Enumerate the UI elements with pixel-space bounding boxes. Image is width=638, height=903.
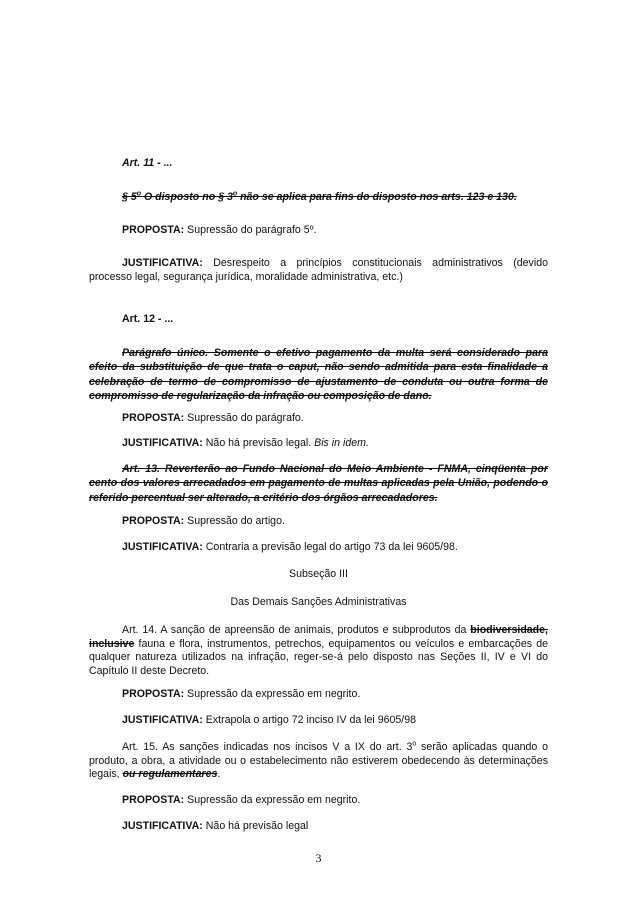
art14-proposta: PROPOSTA: Supressão da expressão em negrito. <box>122 688 361 700</box>
art11-paragraph-5: § 5$^o$ O disposto no § 3$^o$ não se aplica para fins do disposto nos arts. 123 e 130. <box>122 190 517 203</box>
document-page <box>89 0 548 903</box>
subsection-number: Subseção III <box>289 568 348 580</box>
page-number: 3 <box>315 851 322 865</box>
art15-proposta: PROPOSTA: Supressão da expressão em negrito. <box>122 794 361 806</box>
art13-justificativa: JUSTIFICATIVA: Contraria a previsão legal do artigo 73 da lei 9605/98. <box>122 541 458 553</box>
art13-proposta: PROPOSTA: Supressão do artigo. <box>122 515 285 527</box>
art11-proposta: PROPOSTA: Supressão do parágrafo 5º. <box>122 224 317 236</box>
art11-heading: Art. 11 - ... <box>122 157 173 169</box>
art15-justificativa: JUSTIFICATIVA: Não há previsão legal <box>122 820 309 832</box>
art12-paragrafo-unico: Parágrafo único. Somente o efetivo pagamento da multa será considerado para efeito da substituição de que trata o caput, não sendo admitida para esta finalidade a celebração de termo de compromisso de ajustamento de conduta ou outra forma de compromisso de regularização da infração ou composição de dano. <box>89 347 548 403</box>
art14-text: Art. 14. A sanção de apreensão de animais, produtos e subprodutos da biodiversidade, inclusive fauna e flora, instrumentos, petrechos, equipamentos ou veículos e embarcações de qualquer natureza utilizados na infração, reger-se-á pelo disposto nas Seções II, IV e VI do Capítulo II deste Decreto. <box>89 624 548 677</box>
art14-justificativa: JUSTIFICATIVA: Extrapola o artigo 72 inciso IV da lei 9605/98 <box>122 714 417 726</box>
art12-proposta: PROPOSTA: Supressão do parágrafo. <box>122 412 304 424</box>
art12-heading: Art. 12 - ... <box>122 313 174 325</box>
art11-justificativa: JUSTIFICATIVA: Desrespeito a princípios constitucionais administrativos (devido processo legal, segurança jurídica, moralidade administrativa, etc.) <box>89 257 548 283</box>
art15-text: Art. 15. As sanções indicadas nos incisos V a IX do art. 3$^o$ serão aplicadas quando o produto, a obra, a atividade ou o estabelecimento não estiverem obedecendo às determinações legais, ou regulamentares. <box>89 740 548 781</box>
art13-text: Art. 13. Reverterão ao Fundo Nacional do Meio Ambiente - FNMA, cinqüenta por cento dos valores arrecadados em pagamento de multas aplicadas pela União, podendo o referido percentual ser alterado, a critério dos órgãos arrecadadores. <box>89 463 548 504</box>
subsection-title: Das Demais Sanções Administrativas <box>230 596 407 608</box>
art12-justificativa: JUSTIFICATIVA: Não há previsão legal. Bis in idem. <box>122 437 369 449</box>
